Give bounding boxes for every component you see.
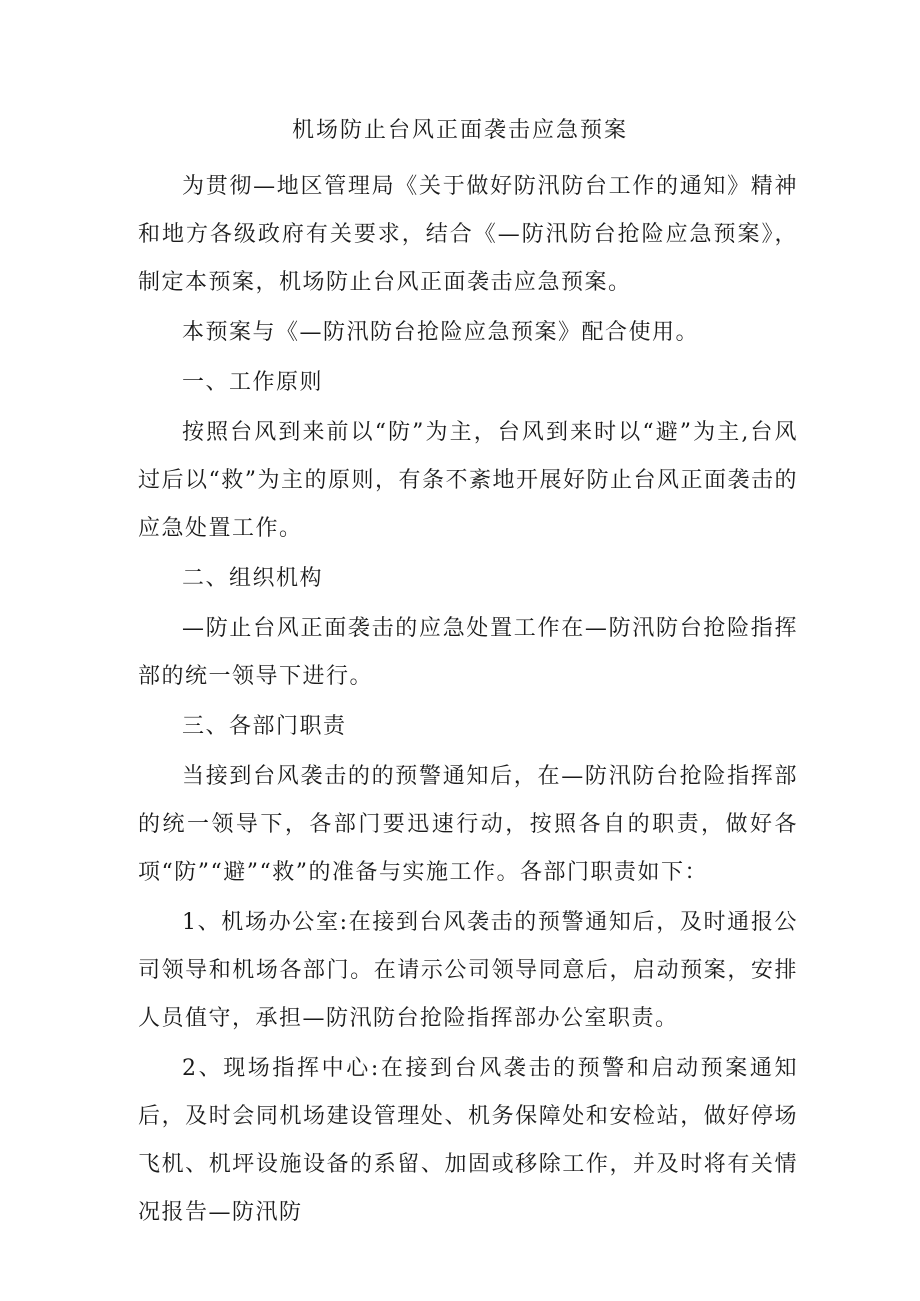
paragraph-command-center: 2、现场指挥中心:在接到台风袭击的预警和启动预案通知后，及时会同机场建设管理处、机务保障处和安检站，做好停场飞机、机坪设施设备的系留、加固或移除工作，并及时将有关情况报告—防汛防	[138, 1056, 798, 1225]
document-title: 机场防止台风正面袭击应急预案	[291, 118, 628, 143]
section-heading-responsibilities: 三、各部门职责	[182, 714, 347, 739]
paragraph-airport-office: 1、机场办公室:在接到台风袭击的预警通知后，及时通报公司领导和机场各部门。在请示公司领导同意后，启动预案，安排人员值守，承担—防汛防台抢险指挥部办公室职责。	[138, 910, 798, 1031]
paragraph-organization: —防止台风正面袭击的应急处置工作在—防汛防台抢险指挥部的统一领导下进行。	[138, 616, 798, 689]
paragraph-intro: 为贯彻—地区管理局《关于做好防汛防台工作的通知》精神和地方各级政府有关要求，结合《—防汛防台抢险应急预案》，制定本预案，机场防止台风正面袭击应急预案。	[138, 174, 798, 295]
document-body	[138, 163, 798, 1237]
section-heading-organization: 二、组织机构	[182, 566, 324, 591]
section-heading-principles: 一、工作原则	[182, 370, 324, 395]
paragraph-principles: 按照台风到来前以“防”为主，台风到来时以“避”为主,台风过后以“救”为主的原则，有条不紊地开展好防止台风正面袭击的应急处置工作。	[138, 420, 798, 541]
paragraph-responsibilities: 当接到台风袭击的的预警通知后，在—防汛防台抢险指挥部的统一领导下，各部门要迅速行动，按照各自的职责，做好各项“防”“避”“救”的准备与实施工作。各部门职责如下：	[138, 764, 798, 885]
paragraph-usage: 本预案与《—防汛防台抢险应急预案》配合使用。	[182, 320, 700, 345]
